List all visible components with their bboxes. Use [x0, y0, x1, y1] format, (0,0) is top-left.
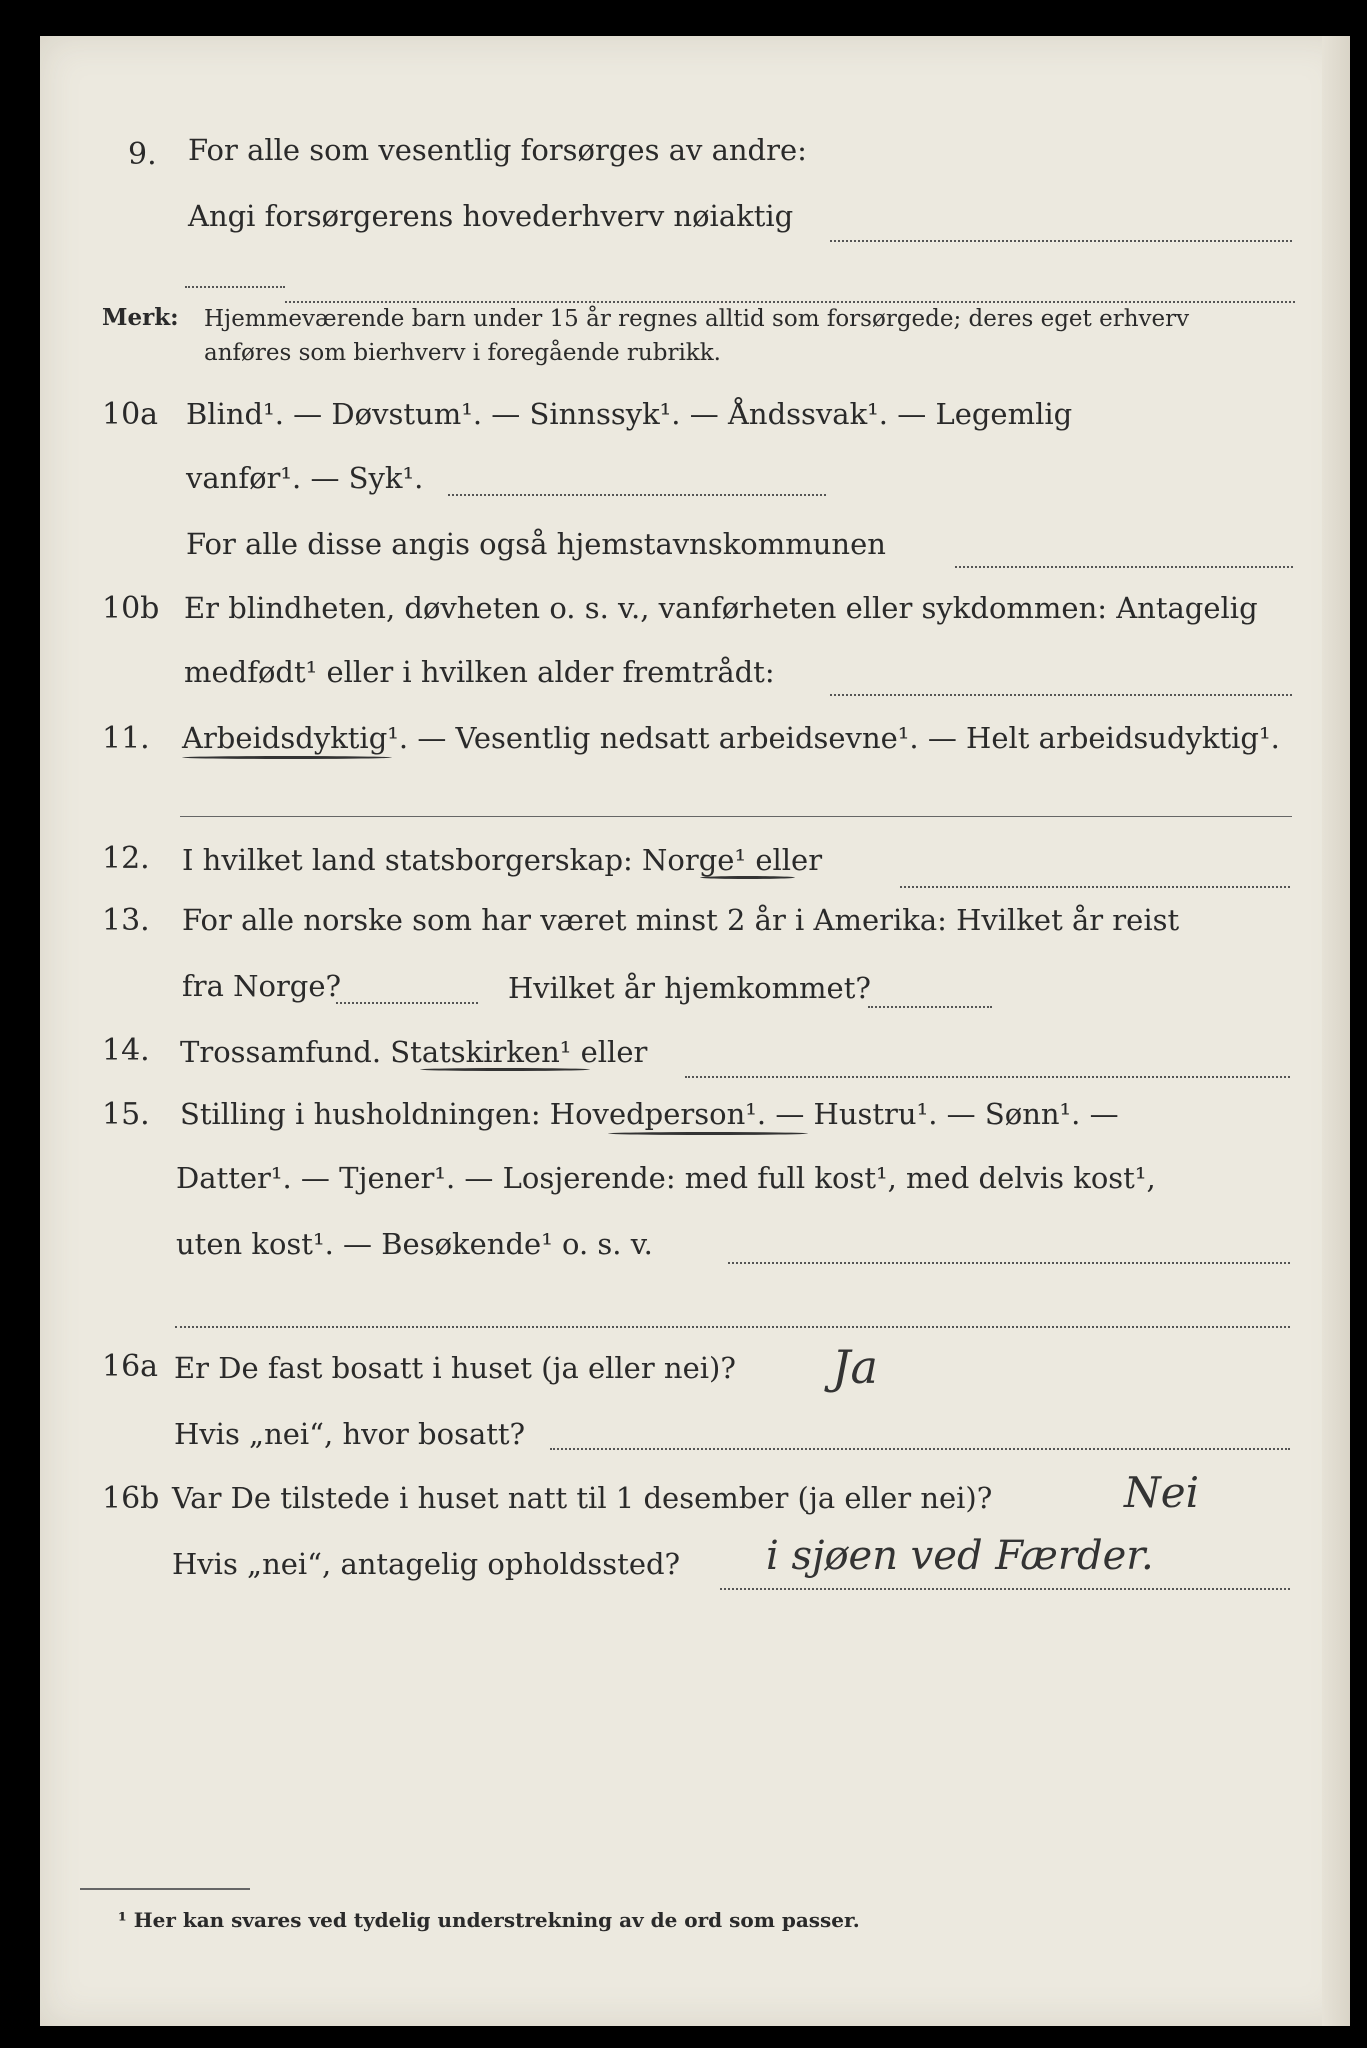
q10a-line3: For alle disse angis også hjemstavnskommunen	[186, 527, 886, 561]
q16b-opholdssted-handwritten: i sjøen ved Færder.	[766, 1533, 1154, 1579]
q13-line1: For alle norske som har været minst 2 år i Amerika: Hvilket år reist	[182, 903, 1180, 937]
q14-number: 14.	[102, 1033, 150, 1068]
q16b-answer-handwritten: Nei	[1124, 1468, 1200, 1517]
q14-underline-statskirken	[420, 1068, 590, 1071]
q15-answer-line	[728, 1262, 1290, 1264]
page-edge	[1322, 36, 1350, 2026]
q9-answer-line-2b	[285, 301, 1295, 303]
q15-answer-line-2	[175, 1326, 1290, 1328]
q13-line2a: fra Norge?	[182, 969, 342, 1003]
q9-answer-line	[830, 240, 1292, 242]
q10a-number: 10a	[102, 397, 159, 432]
q16b-line2: Hvis „nei“, antagelig opholdssted?	[172, 1547, 681, 1581]
q11-answer-line	[180, 816, 1292, 817]
census-form-page	[40, 36, 1350, 2026]
q15-line3: uten kost¹. — Besøkende¹ o. s. v.	[176, 1227, 653, 1261]
q13-reist-line	[336, 1002, 478, 1004]
q13-number: 13.	[102, 903, 150, 938]
q15-number: 15.	[102, 1097, 150, 1132]
q10a-answer-line	[448, 494, 826, 496]
q10b-line1: Er blindheten, døvheten o. s. v., vanførheten eller sykdommen: Antagelig	[184, 591, 1258, 625]
q16b-number: 16b	[102, 1481, 160, 1516]
q16a-number: 16a	[102, 1349, 159, 1384]
q9-line1: For alle som vesentlig forsørges av andre:	[188, 133, 807, 167]
q10a-line2: vanfør¹. — Syk¹.	[186, 461, 424, 495]
q10b-number: 10b	[102, 591, 160, 626]
q15-line2: Datter¹. — Tjener¹. — Losjerende: med full kost¹, med delvis kost¹,	[176, 1161, 1156, 1195]
q12-underline-norge	[700, 876, 795, 879]
footnote-rule	[80, 1888, 250, 1890]
q12-line1: I hvilket land statsborgerskap: Norge¹ eller	[182, 843, 823, 877]
q10a-hjemstavn-line	[955, 566, 1293, 568]
q10a-line1: Blind¹. — Døvstum¹. — Sinnssyk¹. — Åndssvak¹. — Legemlig	[186, 397, 1073, 431]
q16b-opholdssted-line	[720, 1588, 1290, 1590]
footnote-text: ¹ Her kan svares ved tydelig understrekning av de ord som passer.	[118, 1908, 860, 1932]
q15-underline-hovedperson	[608, 1132, 808, 1135]
q11-line1: Arbeidsdyktig¹. — Vesentlig nedsatt arbeidsevne¹. — Helt arbeidsudyktig¹.	[182, 721, 1280, 755]
q16b-line1: Var De tilstede i huset natt til 1 desember (ja eller nei)?	[172, 1481, 993, 1515]
q10b-line2: medfødt¹ eller i hvilken alder fremtrådt:	[184, 655, 775, 689]
q12-number: 12.	[102, 841, 150, 876]
q9-line2: Angi forsørgerens hovederhverv nøiaktig	[188, 199, 794, 233]
q11-underline-arbeidsdyktig	[182, 756, 392, 759]
q9-answer-line-2a	[185, 286, 285, 288]
q15-line1: Stilling i husholdningen: Hovedperson¹. — Hustru¹. — Sønn¹. —	[180, 1097, 1119, 1131]
q13-hjemkommet-line	[868, 1006, 992, 1008]
q16a-bosatt-line	[550, 1448, 1290, 1450]
q16a-answer-handwritten: Ja	[832, 1340, 878, 1394]
merk-label: Merk:	[102, 304, 179, 331]
merk-line2: anføres som bierhverv i foregående rubrikk.	[204, 340, 721, 366]
q9-number: 9.	[128, 137, 157, 172]
q16a-line2: Hvis „nei“, hvor bosatt?	[174, 1417, 526, 1451]
q10b-answer-line	[830, 694, 1292, 696]
q14-answer-line	[685, 1076, 1290, 1078]
q13-line2b: Hvilket år hjemkommet?	[508, 971, 871, 1005]
q11-number: 11.	[102, 721, 150, 756]
q14-line1: Trossamfund. Statskirken¹ eller	[180, 1035, 648, 1069]
q12-answer-line	[900, 886, 1290, 888]
merk-line1: Hjemmeværende barn under 15 år regnes alltid som forsørgede; deres eget erhverv	[204, 306, 1190, 332]
q16a-line1: Er De fast bosatt i huset (ja eller nei)?	[174, 1351, 736, 1385]
